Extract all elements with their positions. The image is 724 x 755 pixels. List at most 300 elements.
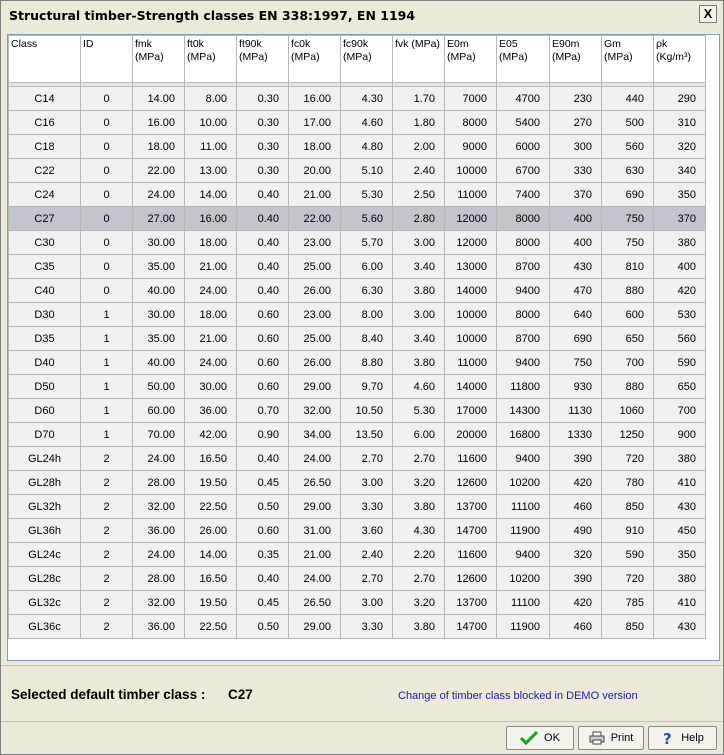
table-cell: GL28c <box>9 567 81 591</box>
table-cell: D40 <box>9 351 81 375</box>
table-row[interactable] <box>9 471 706 495</box>
table-cell: 0 <box>81 183 133 207</box>
table-cell: 590 <box>602 543 654 567</box>
table-cell: 13.00 <box>185 159 237 183</box>
table-cell: 880 <box>602 375 654 399</box>
table-cell: 19.50 <box>185 471 237 495</box>
table-cell: 36.00 <box>133 519 185 543</box>
table-cell: 22.00 <box>289 207 341 231</box>
table-cell: 2 <box>81 447 133 471</box>
table-cell: 40.00 <box>133 279 185 303</box>
column-header-text: (MPa) <box>135 51 164 63</box>
table-row[interactable] <box>9 519 706 543</box>
table-cell: 14.00 <box>133 87 185 111</box>
table-cell: 0.30 <box>237 87 289 111</box>
table-cell: 28.00 <box>133 471 185 495</box>
demo-notice: Change of timber class blocked in DEMO version <box>398 690 638 702</box>
table-cell: 24.00 <box>289 567 341 591</box>
table-cell: 9400 <box>497 351 550 375</box>
table-cell: 3.40 <box>393 255 445 279</box>
table-cell: 32.00 <box>289 399 341 423</box>
table-cell: 1060 <box>602 399 654 423</box>
column-header[interactable] <box>81 36 133 83</box>
button-bar-divider <box>1 721 723 722</box>
table-cell: 4.60 <box>393 375 445 399</box>
ok-button[interactable] <box>506 726 574 750</box>
table-cell: 700 <box>654 399 706 423</box>
table-row[interactable] <box>9 351 706 375</box>
table-cell: 0.40 <box>237 231 289 255</box>
table-cell: 23.00 <box>289 231 341 255</box>
column-header-text: (MPa) <box>552 51 581 63</box>
table-cell: 8000 <box>497 303 550 327</box>
table-cell: 440 <box>602 87 654 111</box>
help-button[interactable] <box>648 726 717 750</box>
table-cell: 0.60 <box>237 327 289 351</box>
table-row[interactable] <box>9 255 706 279</box>
column-header-text: (MPa) <box>343 51 372 63</box>
table-cell: 0.60 <box>237 519 289 543</box>
column-header-text: E90m <box>552 38 580 50</box>
table-cell: 12000 <box>445 207 497 231</box>
table-cell: 2.70 <box>341 447 393 471</box>
table-cell: 6.00 <box>341 255 393 279</box>
table-cell: 750 <box>550 351 602 375</box>
column-header[interactable] <box>237 36 289 83</box>
table-cell: 560 <box>602 135 654 159</box>
table-cell: 8.00 <box>185 87 237 111</box>
table-cell: 430 <box>654 495 706 519</box>
close-button[interactable]: X <box>699 5 717 23</box>
column-header-text: (Kg/m³) <box>656 51 691 63</box>
table-cell: 3.80 <box>393 615 445 639</box>
table-cell: 400 <box>550 231 602 255</box>
column-header-text: fc0k <box>291 38 311 50</box>
table-cell: 4.60 <box>341 111 393 135</box>
print-button[interactable] <box>578 726 644 750</box>
table-cell: 0.45 <box>237 471 289 495</box>
table-cell: 0.90 <box>237 423 289 447</box>
table-row[interactable] <box>9 207 706 231</box>
table-cell: GL36h <box>9 519 81 543</box>
table-cell: 16.50 <box>185 447 237 471</box>
table-cell: 12000 <box>445 231 497 255</box>
table-row[interactable] <box>9 87 706 111</box>
table-cell: 600 <box>602 303 654 327</box>
table-cell: 780 <box>602 471 654 495</box>
table-cell: 8700 <box>497 255 550 279</box>
column-header-text: (MPa) <box>291 51 320 63</box>
table-row[interactable] <box>9 447 706 471</box>
table-cell: 750 <box>602 231 654 255</box>
column-header[interactable] <box>185 36 237 83</box>
table-cell: 1 <box>81 327 133 351</box>
table-cell: 590 <box>654 351 706 375</box>
table-row[interactable] <box>9 111 706 135</box>
table-cell: 1.70 <box>393 87 445 111</box>
table-cell: 2.00 <box>393 135 445 159</box>
table-cell: 2.80 <box>393 207 445 231</box>
title-bar <box>1 1 723 29</box>
column-header[interactable] <box>602 36 654 83</box>
table-cell: 26.50 <box>289 591 341 615</box>
table-cell: 7000 <box>445 87 497 111</box>
table-cell: 690 <box>602 183 654 207</box>
table-cell: 1 <box>81 351 133 375</box>
table-cell: 650 <box>602 327 654 351</box>
table-cell: 5.70 <box>341 231 393 255</box>
table-cell: 21.00 <box>185 255 237 279</box>
table-cell: 20000 <box>445 423 497 447</box>
table-cell: 22.00 <box>133 159 185 183</box>
table-cell: 0 <box>81 135 133 159</box>
table-cell: 10000 <box>445 159 497 183</box>
table-cell: 0.35 <box>237 543 289 567</box>
table-cell: 320 <box>550 543 602 567</box>
table-cell: D50 <box>9 375 81 399</box>
table-row[interactable] <box>9 183 706 207</box>
table-cell: 0 <box>81 231 133 255</box>
table-cell: 1 <box>81 375 133 399</box>
table-row[interactable] <box>9 303 706 327</box>
table-cell: 26.50 <box>289 471 341 495</box>
table-cell: 3.60 <box>341 519 393 543</box>
table-cell: 850 <box>602 615 654 639</box>
footer-divider <box>1 665 723 666</box>
table-cell: C16 <box>9 111 81 135</box>
table-cell: 26.00 <box>289 351 341 375</box>
table-cell: 0.70 <box>237 399 289 423</box>
table-cell: 36.00 <box>133 615 185 639</box>
table-cell: GL32c <box>9 591 81 615</box>
table-cell: GL36c <box>9 615 81 639</box>
table-cell: 8.00 <box>341 303 393 327</box>
table-cell: GL32h <box>9 495 81 519</box>
printer-icon <box>589 731 605 745</box>
table-cell: 850 <box>602 495 654 519</box>
table-cell: 2.20 <box>393 543 445 567</box>
table-cell: 4.30 <box>341 87 393 111</box>
table-cell: 3.00 <box>341 471 393 495</box>
table-cell: 2 <box>81 543 133 567</box>
table-cell: 14000 <box>445 375 497 399</box>
table-cell: 16.00 <box>185 207 237 231</box>
table-row[interactable] <box>9 159 706 183</box>
table-cell: 3.00 <box>393 303 445 327</box>
table-cell: 0.40 <box>237 183 289 207</box>
table-cell: 490 <box>550 519 602 543</box>
table-cell: 10200 <box>497 567 550 591</box>
table-cell: 11900 <box>497 615 550 639</box>
print-button-label: Print <box>610 732 634 744</box>
table-cell: 11800 <box>497 375 550 399</box>
table-cell: 0.40 <box>237 207 289 231</box>
table-cell: 3.80 <box>393 279 445 303</box>
table-cell: 900 <box>654 423 706 447</box>
table-cell: 24.00 <box>289 447 341 471</box>
table-cell: 10.00 <box>185 111 237 135</box>
table-cell: 0.30 <box>237 159 289 183</box>
table-cell: 0.60 <box>237 351 289 375</box>
table-cell: 5.10 <box>341 159 393 183</box>
table-cell: 22.50 <box>185 615 237 639</box>
selected-class-label: Selected default timber class : <box>11 687 206 702</box>
table-cell: 13700 <box>445 591 497 615</box>
table-cell: 0.50 <box>237 495 289 519</box>
table-cell: 5400 <box>497 111 550 135</box>
table-cell: 11.00 <box>185 135 237 159</box>
table-cell: 5.30 <box>393 399 445 423</box>
table-cell: 6700 <box>497 159 550 183</box>
table-cell: 32.00 <box>133 495 185 519</box>
table-cell: 560 <box>654 327 706 351</box>
table-cell: 9400 <box>497 447 550 471</box>
table-cell: 3.00 <box>393 231 445 255</box>
strength-classes-grid <box>7 34 720 661</box>
checkmark-icon <box>520 731 538 745</box>
column-header[interactable] <box>133 36 185 83</box>
table-cell: D30 <box>9 303 81 327</box>
table-cell: 18.00 <box>289 135 341 159</box>
table-cell: 1 <box>81 423 133 447</box>
table-cell: 14000 <box>445 279 497 303</box>
table-cell: 19.50 <box>185 591 237 615</box>
table-row[interactable] <box>9 495 706 519</box>
table-cell: 27.00 <box>133 207 185 231</box>
table-cell: 11000 <box>445 183 497 207</box>
table-cell: 0.50 <box>237 615 289 639</box>
table-cell: C14 <box>9 87 81 111</box>
table-cell: 0 <box>81 111 133 135</box>
table-cell: 470 <box>550 279 602 303</box>
table-cell: 0.45 <box>237 591 289 615</box>
table-row[interactable] <box>9 567 706 591</box>
table-cell: 8.40 <box>341 327 393 351</box>
table-cell: 12600 <box>445 471 497 495</box>
table-cell: 8000 <box>445 111 497 135</box>
table-cell: 23.00 <box>289 303 341 327</box>
table-cell: 13.50 <box>341 423 393 447</box>
table-cell: 70.00 <box>133 423 185 447</box>
table-cell: 420 <box>550 591 602 615</box>
table-cell: 24.00 <box>133 183 185 207</box>
table-row[interactable] <box>9 543 706 567</box>
table-cell: 720 <box>602 567 654 591</box>
column-header[interactable] <box>393 36 445 83</box>
table-cell: 3.00 <box>341 591 393 615</box>
table-cell: 0.30 <box>237 135 289 159</box>
table-cell: 310 <box>654 111 706 135</box>
table-row[interactable] <box>9 279 706 303</box>
table-cell: C30 <box>9 231 81 255</box>
table-row[interactable] <box>9 399 706 423</box>
table-cell: 14700 <box>445 519 497 543</box>
table-cell: 380 <box>654 231 706 255</box>
table-cell: 330 <box>550 159 602 183</box>
table-row[interactable] <box>9 423 706 447</box>
table-cell: 530 <box>654 303 706 327</box>
table-cell: 460 <box>550 495 602 519</box>
table-cell: 35.00 <box>133 327 185 351</box>
column-header[interactable] <box>445 36 497 83</box>
table-cell: 2.40 <box>341 543 393 567</box>
table-cell: 5.60 <box>341 207 393 231</box>
table-cell: 1.80 <box>393 111 445 135</box>
column-header[interactable] <box>497 36 550 83</box>
table-cell: 0 <box>81 255 133 279</box>
table-cell: 6.00 <box>393 423 445 447</box>
table-cell: 2.40 <box>393 159 445 183</box>
column-header-text: Gm (MPa) <box>604 38 633 63</box>
column-header-text: ρk <box>656 38 668 50</box>
table-cell: 410 <box>654 471 706 495</box>
column-header-text: fc90k <box>343 38 369 50</box>
table-cell: 9400 <box>497 543 550 567</box>
table-cell: 24.00 <box>185 351 237 375</box>
table-cell: 6000 <box>497 135 550 159</box>
table-cell: 2 <box>81 591 133 615</box>
table-cell: 910 <box>602 519 654 543</box>
table-row[interactable] <box>9 327 706 351</box>
table-cell: 16.50 <box>185 567 237 591</box>
table-cell: 4.80 <box>341 135 393 159</box>
table-cell: 24.00 <box>133 543 185 567</box>
column-header[interactable] <box>341 36 393 83</box>
table-cell: 10.50 <box>341 399 393 423</box>
table-cell: 25.00 <box>289 327 341 351</box>
column-header[interactable] <box>289 36 341 83</box>
table-cell: 21.00 <box>185 327 237 351</box>
table-cell: 2 <box>81 615 133 639</box>
help-button-label: Help <box>681 732 704 744</box>
table-cell: 2 <box>81 495 133 519</box>
table-cell: 430 <box>550 255 602 279</box>
table-cell: 3.80 <box>393 351 445 375</box>
table-cell: 9400 <box>497 279 550 303</box>
window-title: Structural timber-Strength classes EN 338:1997, EN 1194 <box>9 8 416 23</box>
table-cell: 1250 <box>602 423 654 447</box>
table-cell: 30.00 <box>133 231 185 255</box>
table-cell: 16.00 <box>133 111 185 135</box>
table-cell: 300 <box>550 135 602 159</box>
table-cell: 1 <box>81 399 133 423</box>
table-row[interactable] <box>9 135 706 159</box>
table-cell: 22.50 <box>185 495 237 519</box>
table-cell: 3.20 <box>393 471 445 495</box>
table-cell: 3.30 <box>341 495 393 519</box>
table-cell: 12600 <box>445 567 497 591</box>
table-cell: 320 <box>654 135 706 159</box>
table-row[interactable] <box>9 591 706 615</box>
table-cell: 42.00 <box>185 423 237 447</box>
table-cell: 370 <box>550 183 602 207</box>
selected-class-value: C27 <box>228 687 253 702</box>
column-header-text: ID <box>83 38 94 50</box>
column-header-text: fmk <box>135 38 152 50</box>
column-header-text: Class <box>11 38 38 50</box>
table-cell: 16.00 <box>289 87 341 111</box>
table-cell: 0.40 <box>237 567 289 591</box>
table-cell: 1330 <box>550 423 602 447</box>
table-cell: GL24c <box>9 543 81 567</box>
table-cell: 31.00 <box>289 519 341 543</box>
table-cell: 290 <box>654 87 706 111</box>
table-cell: C24 <box>9 183 81 207</box>
table-cell: 420 <box>550 471 602 495</box>
table-cell: 11000 <box>445 351 497 375</box>
table-cell: 460 <box>550 615 602 639</box>
table-cell: 40.00 <box>133 351 185 375</box>
table-cell: 430 <box>654 615 706 639</box>
table-cell: 14.00 <box>185 183 237 207</box>
table-cell: 13700 <box>445 495 497 519</box>
table-cell: 880 <box>602 279 654 303</box>
table-cell: 0 <box>81 159 133 183</box>
table-cell: D35 <box>9 327 81 351</box>
table-cell: 36.00 <box>185 399 237 423</box>
table-cell: 340 <box>654 159 706 183</box>
table-cell: 390 <box>550 447 602 471</box>
table-cell: D70 <box>9 423 81 447</box>
table-cell: 2.70 <box>393 447 445 471</box>
table-cell: 750 <box>602 207 654 231</box>
table-cell: 2 <box>81 471 133 495</box>
table-cell: GL24h <box>9 447 81 471</box>
table-cell: 810 <box>602 255 654 279</box>
table-cell: 390 <box>550 567 602 591</box>
table-cell: 10000 <box>445 327 497 351</box>
table-cell: 720 <box>602 447 654 471</box>
table-cell: 11600 <box>445 543 497 567</box>
table-cell: 650 <box>654 375 706 399</box>
table-cell: 0.40 <box>237 447 289 471</box>
column-header-text: ft0k <box>187 38 204 50</box>
ok-button-label: OK <box>544 732 560 744</box>
table-cell: 690 <box>550 327 602 351</box>
table-cell: 9.70 <box>341 375 393 399</box>
table-cell: 700 <box>602 351 654 375</box>
column-header[interactable] <box>9 36 81 83</box>
table-cell: 24.00 <box>133 447 185 471</box>
table-cell: C40 <box>9 279 81 303</box>
table-cell: 8.80 <box>341 351 393 375</box>
column-header[interactable] <box>550 36 602 83</box>
table-row[interactable] <box>9 231 706 255</box>
table-cell: 21.00 <box>289 543 341 567</box>
table-cell: 14300 <box>497 399 550 423</box>
table-cell: 10200 <box>497 471 550 495</box>
table-cell: 29.00 <box>289 615 341 639</box>
table-cell: 9000 <box>445 135 497 159</box>
table-row[interactable] <box>9 375 706 399</box>
table-cell: 4700 <box>497 87 550 111</box>
table-cell: 3.30 <box>341 615 393 639</box>
table-cell: 11100 <box>497 591 550 615</box>
column-header[interactable] <box>654 36 706 83</box>
table-cell: 2.50 <box>393 183 445 207</box>
table-cell: 0.60 <box>237 375 289 399</box>
table-cell: C35 <box>9 255 81 279</box>
table-cell: 34.00 <box>289 423 341 447</box>
table-cell: 0.40 <box>237 255 289 279</box>
table-cell: 350 <box>654 183 706 207</box>
table-cell: 11600 <box>445 447 497 471</box>
column-header-text: fvk (MPa) <box>395 38 440 50</box>
table-cell: 3.80 <box>393 495 445 519</box>
table-cell: 400 <box>550 207 602 231</box>
table-row[interactable] <box>9 615 706 639</box>
table-cell: 28.00 <box>133 567 185 591</box>
